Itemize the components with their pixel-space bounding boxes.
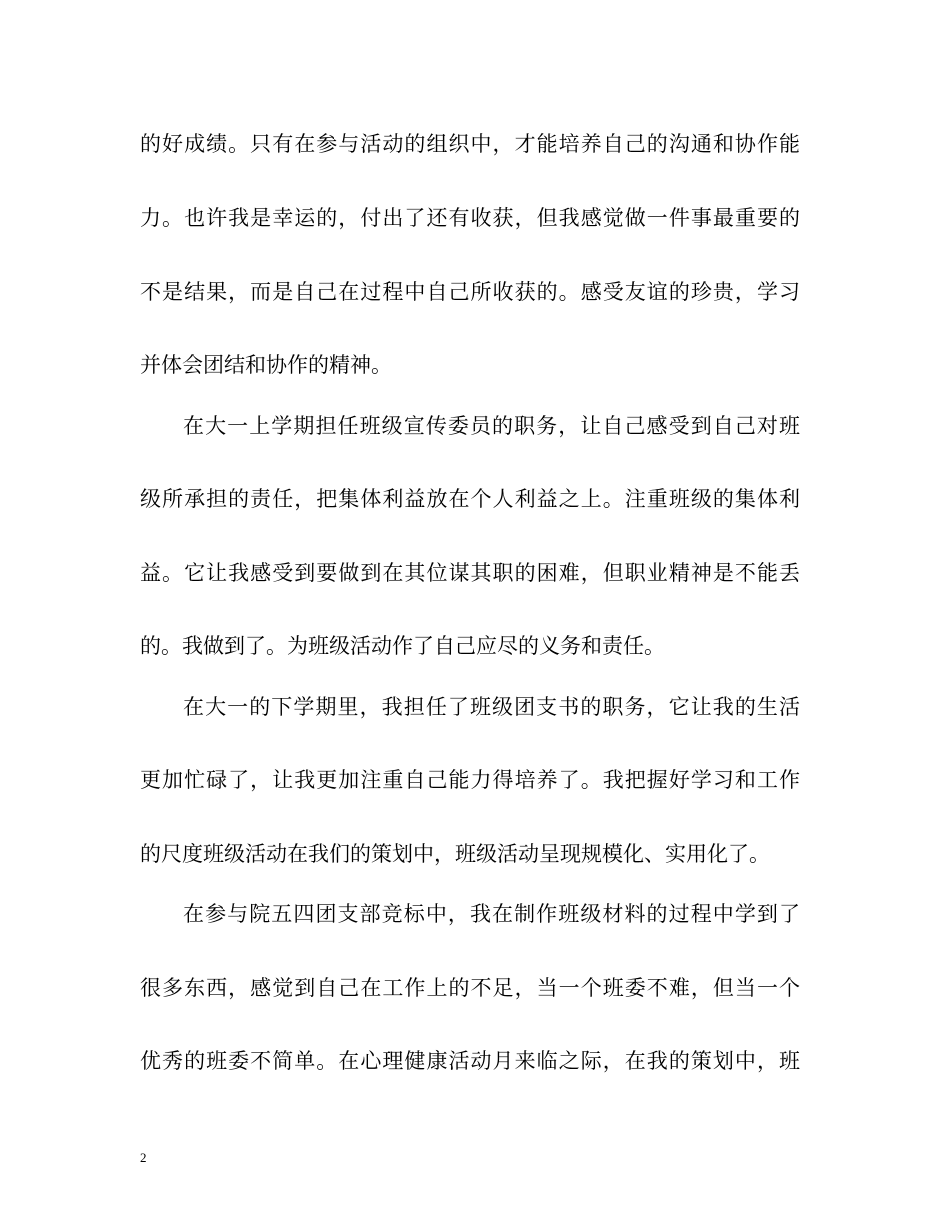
text-line: 级所承担的责任，把集体利益放在个人利益之上。注重班级的集体利 [140, 487, 800, 511]
text-line: 更加忙碌了，让我更加注重自己能力得培养了。我把握好学习和工作 [140, 768, 800, 792]
text-line: 的尺度班级活动在我们的策划中，班级活动呈现规模化、实用化了。 [140, 842, 770, 866]
text-line: 益。它让我感受到要做到在其位谋其职的困难，但职业精神是不能丢 [140, 561, 800, 585]
text-line: 的。我做到了。为班级活动作了自己应尽的义务和责任。 [140, 634, 665, 658]
text-line: 很多东西，感觉到自己在工作上的不足，当一个班委不难，但当一个 [140, 976, 800, 1000]
text-line: 优秀的班委不简单。在心理健康活动月来临之际，在我的策划中，班 [140, 1049, 800, 1073]
paragraph-first-line: 在参与院五四团支部竞标中，我在制作班级材料的过程中学到了 [183, 902, 800, 926]
page-number: 2 [140, 1150, 147, 1165]
paragraph-first-line: 在大一的下学期里，我担任了班级团支书的职务，它让我的生活 [183, 695, 800, 719]
text-line: 并体会团结和协作的精神。 [140, 353, 392, 377]
paragraph-first-line: 在大一上学期担任班级宣传委员的职务，让自己感受到自己对班 [183, 414, 800, 438]
text-line: 不是结果，而是自己在过程中自己所收获的。感受友谊的珍贵，学习 [140, 280, 800, 304]
text-line: 力。也许我是幸运的，付出了还有收获，但我感觉做一件事最重要的 [140, 206, 800, 230]
text-line: 的好成绩。只有在参与活动的组织中，才能培养自己的沟通和协作能 [140, 132, 800, 156]
